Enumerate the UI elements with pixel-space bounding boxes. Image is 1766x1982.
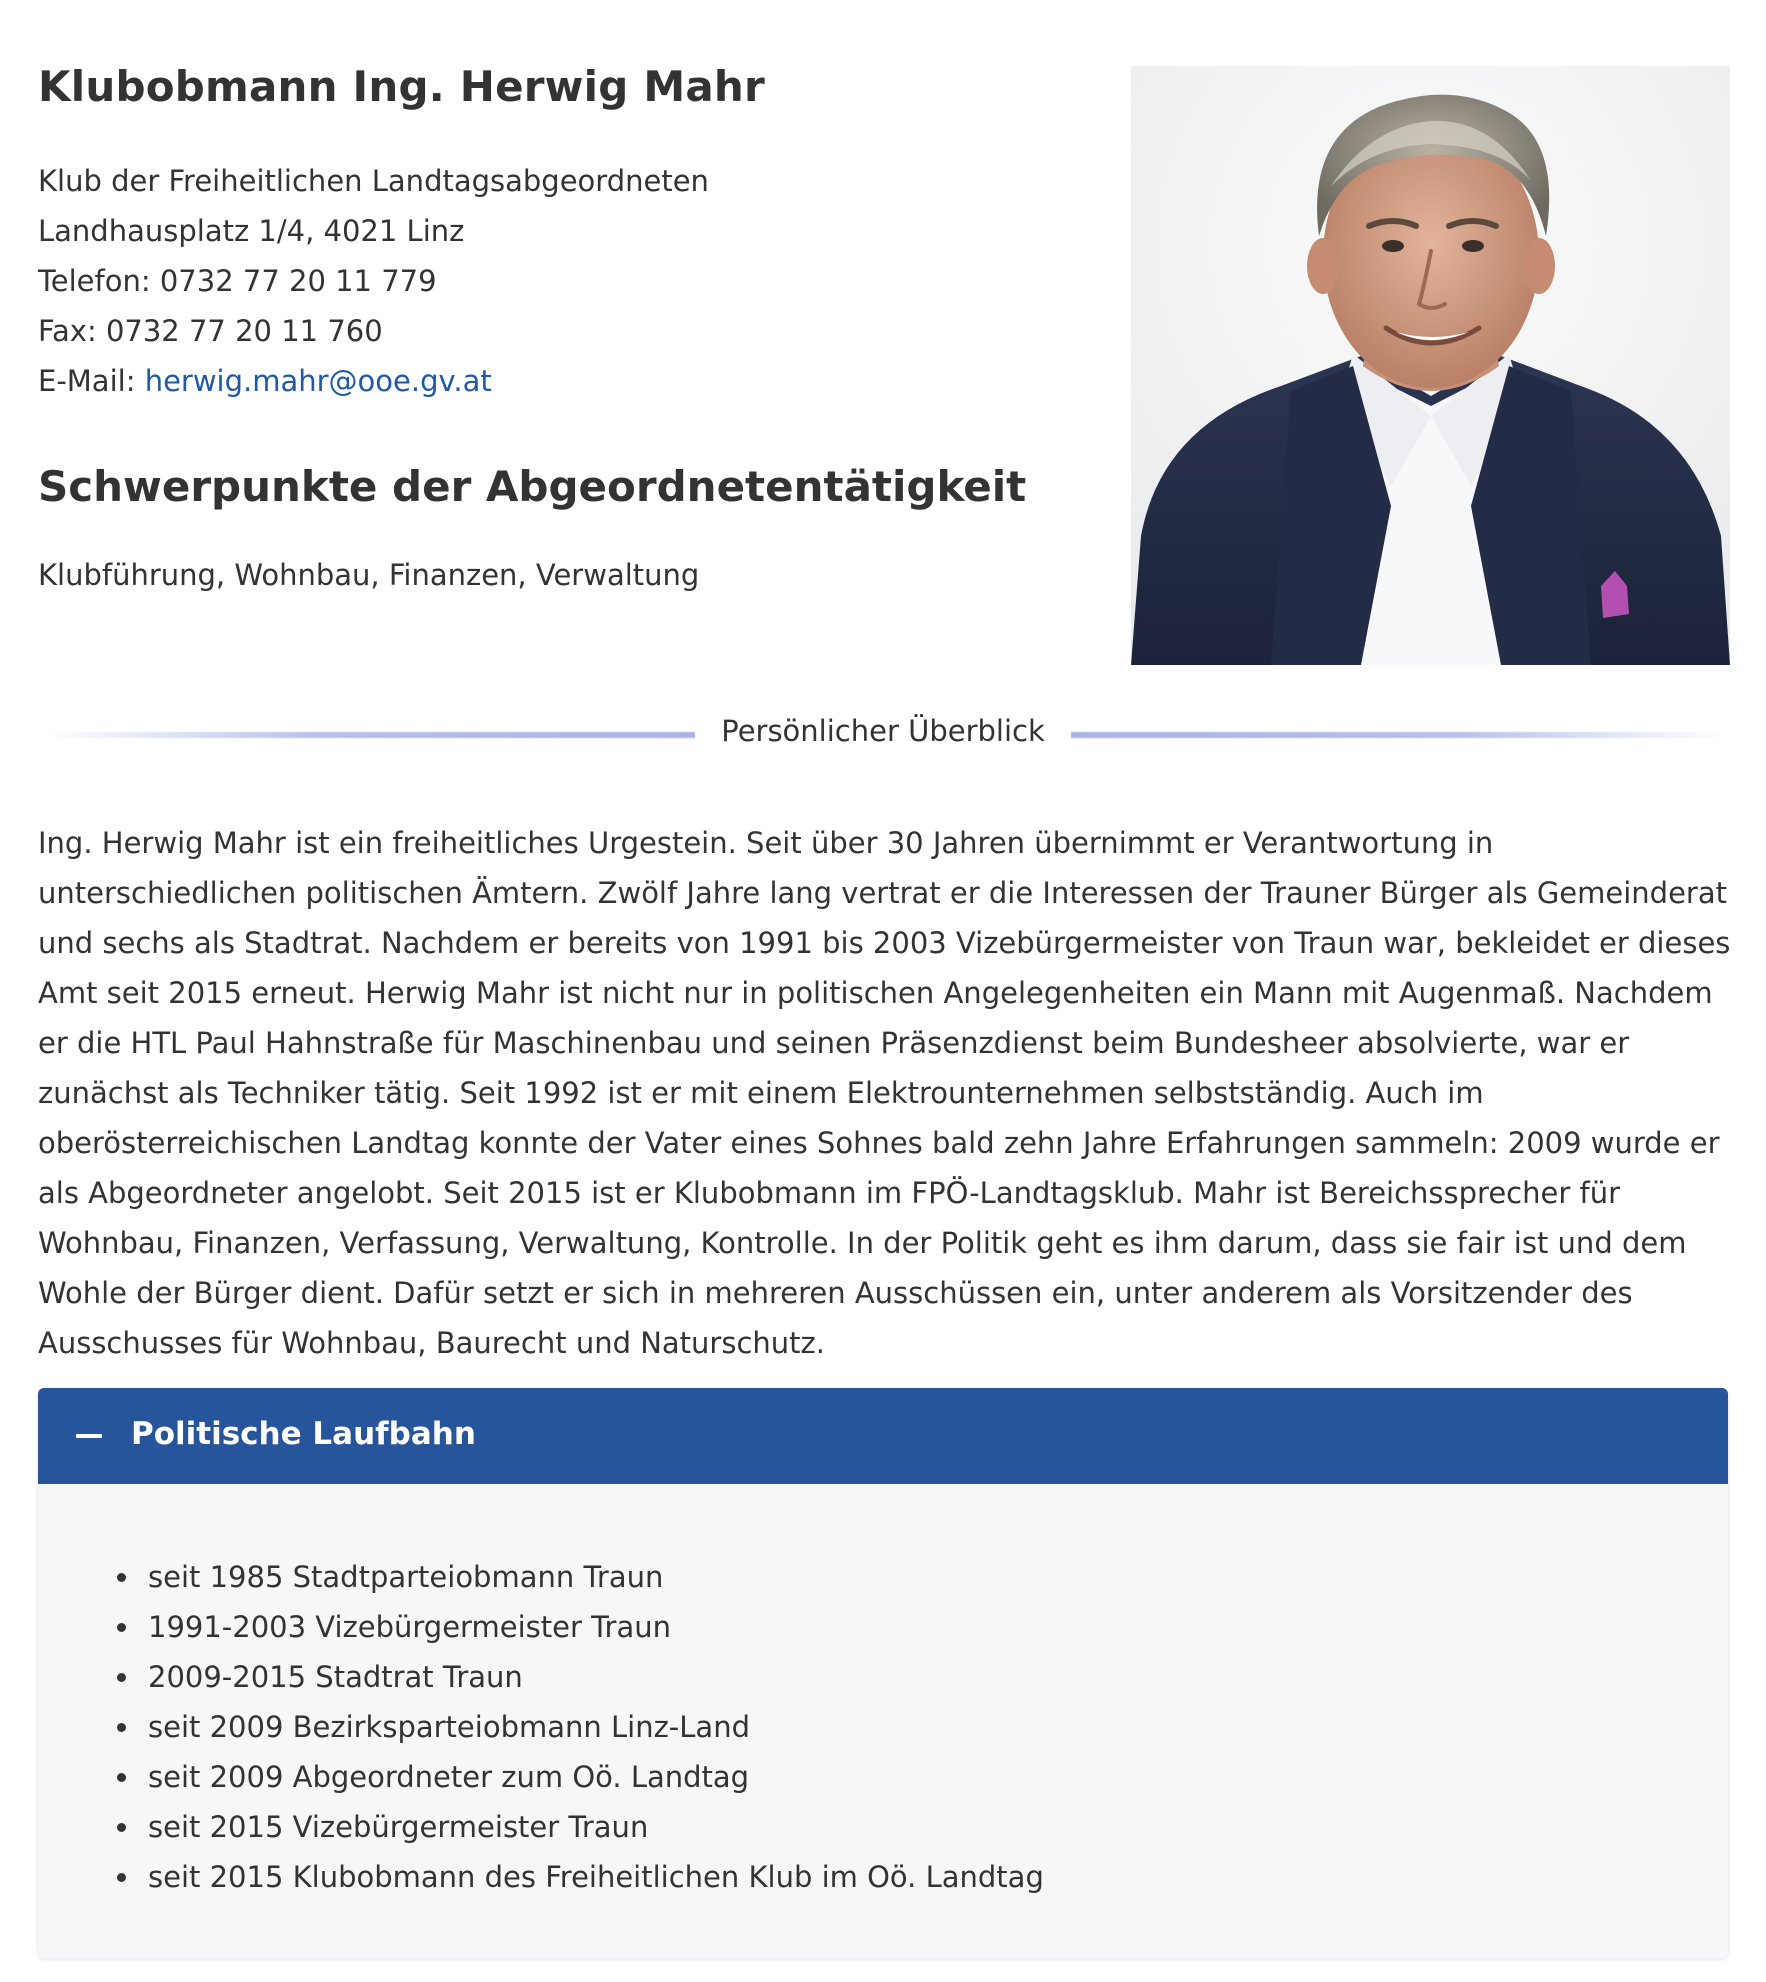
list-item-text: seit 2015 Klubobmann des Freiheitlichen Klub im Oö. Landtag [148,1860,1044,1894]
career-accordion [38,1388,1728,1958]
bullet-icon [117,1673,126,1682]
profile-header [38,0,1728,666]
list-item [148,1552,1728,1602]
list-item [148,1652,1728,1702]
address-block [38,156,709,406]
email-link[interactable]: herwig.mahr@ooe.gv.at [144,364,492,398]
biography-text: Ing. Herwig Mahr ist ein freiheitliches Urgestein. Seit über 30 Jahren übernimmt er Verantwortung in unterschiedlichen politischen Ämtern. Zwölf Jahre lang vertrat er die Interessen der Trauner Bürger als Gemeinderat und sechs als Stadtrat. Nachdem er bereits von 1991 bis 2003 Vizebürgermeister von Traun war, bekleidet er dieses Amt seit 2015 erneut. Herwig Mahr ist nicht nur in politischen Angelegenheiten ein Mann mit Augenmaß. Nachdem er die HTL Paul Hahnstraße für Maschinenbau und seinen Präsenzdienst beim Bundesheer absolvierte, war er zunächst als Techniker tätig. Seit 1992 ist er mit einem Elektrounternehmen selbstständig. Auch im oberösterreichischen Landtag konnte der Vater eines Sohnes bald zehn Jahre Erfahrungen sammeln: 2009 wurde er als Abgeordneter angelobt. Seit 2015 ist er Klubobmann im FPÖ-Landtagsklub. Mahr ist Bereichssprecher für Wohnbau, Finanzen, Verfassung, Verwaltung, Kontrolle. In der Politik geht es ihm darum, dass sie fair ist und dem Wohle der Bürger dient. Dafür setzt er sich in mehreren Ausschüssen ein, unter anderem als Vorsitzender des Ausschusses für Wohnbau, Baurecht und Naturschutz. [38,826,1731,1360]
address-line-street: Landhausplatz 1/4, 4021 Linz [38,214,465,248]
list-item [148,1602,1728,1652]
career-accordion-toggle[interactable] [38,1388,1728,1484]
list-item-text: seit 2009 Abgeordneter zum Oö. Landtag [148,1760,750,1794]
list-item-text: seit 1985 Stadtparteiobmann Traun [148,1560,664,1594]
minus-icon [76,1434,102,1438]
focus-text: Klubführung, Wohnbau, Finanzen, Verwaltung [38,558,700,592]
list-item-text: seit 2015 Vizebürgermeister Traun [148,1810,649,1844]
career-accordion-body [38,1484,1728,1902]
section-divider [38,704,1728,764]
list-item-text: 1991-2003 Vizebürgermeister Traun [148,1610,671,1644]
focus-heading: Schwerpunkte der Abgeordnetentätigkeit [38,462,1027,511]
bullet-icon [117,1773,126,1782]
address-line-email [38,356,709,406]
bullet-icon [117,1873,126,1882]
profile-page [38,0,1731,1894]
address-line-fax: Fax: 0732 77 20 11 760 [38,314,383,348]
bullet-icon [117,1823,126,1832]
career-list [148,1552,1728,1902]
divider-label-text: Persönlicher Überblick [695,714,1071,748]
list-item [148,1702,1728,1752]
career-accordion-title: Politische Laufbahn [131,1416,476,1452]
address-line-phone: Telefon: 0732 77 20 11 779 [38,264,437,298]
divider-label [38,714,1728,748]
list-item [148,1852,1728,1902]
list-item [148,1802,1728,1852]
bullet-icon [117,1623,126,1632]
list-item-text: seit 2009 Bezirksparteiobmann Linz-Land [148,1710,750,1744]
address-line-club: Klub der Freiheitlichen Landtagsabgeordneten [38,164,709,198]
bullet-icon [117,1573,126,1582]
portrait-photo [1131,66,1730,665]
email-label: E-Mail: [38,364,145,398]
page-title: Klubobmann Ing. Herwig Mahr [38,62,765,111]
bullet-icon [117,1723,126,1732]
list-item-text: 2009-2015 Stadtrat Traun [148,1660,523,1694]
list-item [148,1752,1728,1802]
